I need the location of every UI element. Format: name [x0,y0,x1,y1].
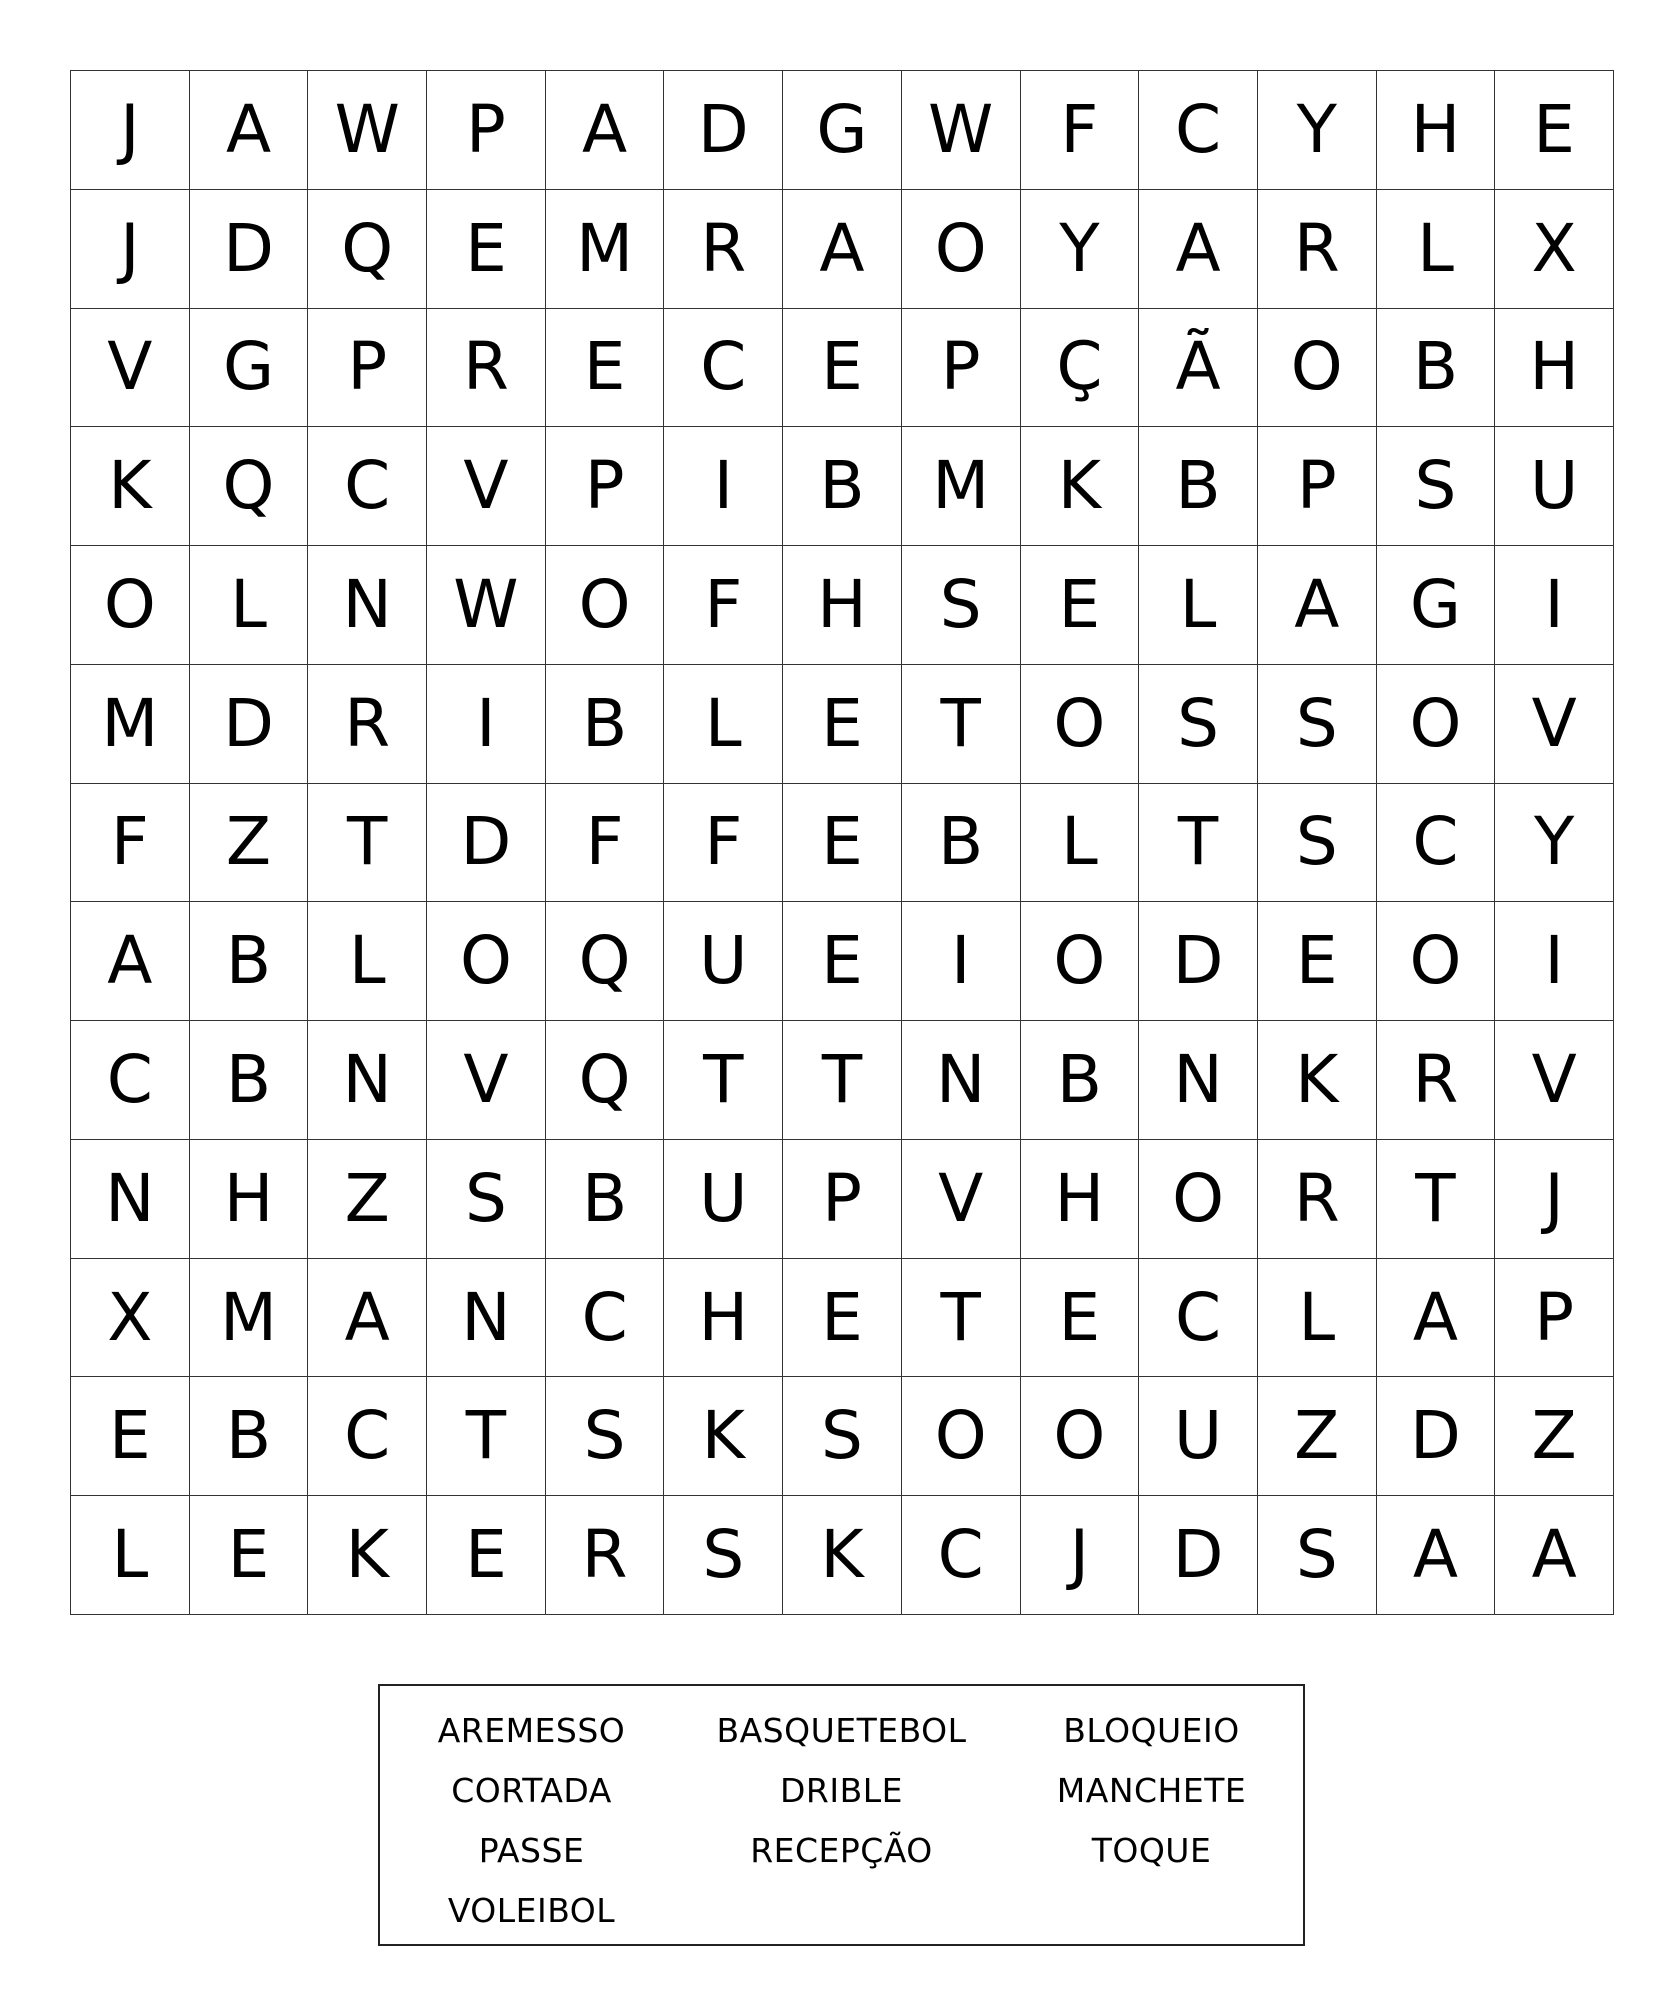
grid-cell[interactable]: C [546,1259,665,1378]
grid-cell[interactable]: F [664,784,783,903]
grid-cell[interactable]: C [902,1496,1021,1615]
grid-cell[interactable]: O [427,902,546,1021]
grid-cell[interactable]: H [1021,1140,1140,1259]
grid-cell[interactable]: J [1021,1496,1140,1615]
grid-cell[interactable]: Z [1495,1377,1614,1496]
grid-cell[interactable]: B [546,1140,665,1259]
grid-cell[interactable]: C [664,309,783,428]
grid-cell[interactable]: Q [190,427,309,546]
grid-cell[interactable]: S [546,1377,665,1496]
grid-cell[interactable]: J [71,190,190,309]
grid-cell[interactable]: U [664,902,783,1021]
grid-cell[interactable]: S [783,1377,902,1496]
word-list-item: TOQUE [1091,1830,1212,1870]
grid-cell[interactable]: L [71,1496,190,1615]
grid-cell[interactable]: R [1258,190,1377,309]
grid-cell[interactable]: I [1495,902,1614,1021]
grid-cell[interactable]: L [1377,190,1496,309]
grid-cell[interactable]: E [427,1496,546,1615]
grid-cell[interactable]: O [1139,1140,1258,1259]
grid-cell[interactable]: M [190,1259,309,1378]
grid-cell[interactable]: R [308,665,427,784]
grid-cell[interactable]: E [783,784,902,903]
grid-cell[interactable]: V [1495,665,1614,784]
grid-cell[interactable]: H [664,1259,783,1378]
grid-cell[interactable]: T [902,665,1021,784]
grid-cell[interactable]: Z [1258,1377,1377,1496]
letter-grid [70,70,1614,1615]
grid-cell[interactable]: O [1258,309,1377,428]
grid-cell[interactable]: E [1021,546,1140,665]
grid-cell[interactable]: P [1495,1259,1614,1378]
grid-cell[interactable]: K [1258,1021,1377,1140]
grid-cell[interactable]: I [427,665,546,784]
grid-cell[interactable]: R [546,1496,665,1615]
grid-cell[interactable]: W [427,546,546,665]
grid-cell[interactable]: D [190,665,309,784]
grid-cell[interactable]: N [902,1021,1021,1140]
grid-cell[interactable]: R [1377,1021,1496,1140]
grid-cell[interactable]: K [308,1496,427,1615]
grid-cell[interactable]: F [664,546,783,665]
grid-cell[interactable]: O [1021,1377,1140,1496]
grid-cell[interactable]: U [664,1140,783,1259]
grid-cell[interactable]: J [1495,1140,1614,1259]
grid-cell[interactable]: V [1495,1021,1614,1140]
grid-cell[interactable]: L [664,665,783,784]
grid-cell[interactable]: Z [308,1140,427,1259]
grid-cell[interactable]: O [1021,665,1140,784]
grid-cell[interactable]: T [783,1021,902,1140]
grid-cell[interactable]: E [783,309,902,428]
grid-cell[interactable]: T [1139,784,1258,903]
grid-cell[interactable]: E [783,1259,902,1378]
grid-cell[interactable]: V [71,309,190,428]
grid-cell[interactable]: E [1258,902,1377,1021]
grid-cell[interactable]: D [1139,1496,1258,1615]
grid-cell[interactable]: Q [308,190,427,309]
grid-cell[interactable]: S [1258,784,1377,903]
grid-cell[interactable]: A [783,190,902,309]
word-list-item: BLOQUEIO [1063,1710,1240,1750]
grid-cell[interactable]: I [902,902,1021,1021]
grid-cell[interactable]: B [902,784,1021,903]
grid-cell[interactable]: G [190,309,309,428]
grid-cell[interactable]: P [308,309,427,428]
grid-cell[interactable]: T [308,784,427,903]
grid-cell[interactable]: D [664,71,783,190]
grid-cell[interactable]: N [308,1021,427,1140]
word-list-item: AREMESSO [437,1710,626,1750]
grid-cell[interactable]: K [71,427,190,546]
grid-cell[interactable]: H [1495,309,1614,428]
word-list-item: CORTADA [451,1770,612,1810]
grid-cell[interactable]: J [71,71,190,190]
grid-cell[interactable]: S [1258,1496,1377,1615]
grid-cell[interactable]: U [1139,1377,1258,1496]
grid-cell[interactable]: G [783,71,902,190]
grid-cell[interactable]: Y [1495,784,1614,903]
grid-cell[interactable]: K [664,1377,783,1496]
grid-cell[interactable]: Z [190,784,309,903]
grid-cell[interactable]: B [1377,309,1496,428]
grid-cell[interactable]: S [664,1496,783,1615]
grid-cell[interactable]: E [783,902,902,1021]
grid-cell[interactable]: P [783,1140,902,1259]
grid-cell[interactable]: N [308,546,427,665]
grid-cell[interactable]: D [1377,1377,1496,1496]
grid-cell[interactable]: Y [1021,190,1140,309]
grid-cell[interactable]: E [783,665,902,784]
grid-cell[interactable]: H [190,1140,309,1259]
grid-cell[interactable]: S [902,546,1021,665]
grid-cell[interactable]: D [1139,902,1258,1021]
grid-cell[interactable]: L [190,546,309,665]
grid-cell[interactable]: C [71,1021,190,1140]
grid-cell[interactable]: E [427,190,546,309]
grid-cell[interactable]: S [1139,665,1258,784]
grid-cell[interactable]: C [308,1377,427,1496]
grid-cell[interactable]: P [427,71,546,190]
grid-cell[interactable]: F [71,784,190,903]
grid-cell[interactable]: L [1021,784,1140,903]
grid-cell[interactable]: N [71,1140,190,1259]
grid-cell[interactable]: Y [1258,71,1377,190]
word-list-item: VOLEIBOL [447,1890,616,1930]
grid-cell[interactable]: E [1021,1259,1140,1378]
grid-cell[interactable]: S [427,1140,546,1259]
grid-cell[interactable]: B [1139,427,1258,546]
grid-cell[interactable]: A [1377,1496,1496,1615]
word-list-item: PASSE [478,1830,585,1870]
grid-cell[interactable]: F [546,784,665,903]
grid-cell[interactable]: L [308,902,427,1021]
grid-cell[interactable]: R [427,309,546,428]
grid-cell[interactable]: O [1377,902,1496,1021]
grid-cell[interactable]: V [902,1140,1021,1259]
grid-cell[interactable]: O [902,190,1021,309]
grid-cell[interactable]: Q [546,902,665,1021]
grid-cell[interactable]: I [1495,546,1614,665]
grid-cell[interactable]: B [190,902,309,1021]
grid-cell[interactable]: C [1139,1259,1258,1378]
grid-cell[interactable]: M [546,190,665,309]
grid-cell[interactable]: V [427,1021,546,1140]
word-list [380,1700,1303,1940]
grid-cell[interactable]: T [902,1259,1021,1378]
grid-cell[interactable]: Q [546,1021,665,1140]
grid-cell[interactable]: F [1021,71,1140,190]
grid-cell[interactable]: L [1139,546,1258,665]
grid-cell[interactable]: B [783,427,902,546]
word-list-item: BASQUETEBOL [716,1710,967,1750]
grid-cell[interactable]: L [1258,1259,1377,1378]
grid-cell[interactable]: R [664,190,783,309]
grid-cell[interactable]: N [427,1259,546,1378]
grid-cell[interactable]: X [1495,190,1614,309]
grid-cell[interactable]: C [1139,71,1258,190]
grid-cell[interactable]: A [190,71,309,190]
grid-cell[interactable]: P [902,309,1021,428]
grid-cell[interactable]: H [1377,71,1496,190]
grid-cell[interactable]: I [664,427,783,546]
grid-cell[interactable]: K [783,1496,902,1615]
grid-cell[interactable]: O [902,1377,1021,1496]
word-list-item: RECEPÇÃO [750,1830,933,1870]
grid-cell[interactable]: D [427,784,546,903]
grid-cell[interactable]: C [1377,784,1496,903]
grid-cell[interactable]: K [1021,427,1140,546]
grid-cell[interactable]: N [1139,1021,1258,1140]
grid-cell[interactable]: W [902,71,1021,190]
grid-cell[interactable]: A [546,71,665,190]
grid-cell[interactable]: R [1258,1140,1377,1259]
grid-cell[interactable]: T [1377,1140,1496,1259]
grid-cell[interactable]: A [1377,1259,1496,1378]
word-list-box [378,1684,1305,1946]
grid-cell[interactable]: A [1258,546,1377,665]
grid-cell[interactable]: A [1139,190,1258,309]
grid-cell[interactable]: U [1495,427,1614,546]
grid-cell[interactable]: E [1495,71,1614,190]
grid-cell[interactable]: Ç [1021,309,1140,428]
grid-cell[interactable]: M [71,665,190,784]
grid-cell[interactable]: M [902,427,1021,546]
grid-cell[interactable]: E [71,1377,190,1496]
grid-cell[interactable]: O [71,546,190,665]
grid-cell[interactable]: P [1258,427,1377,546]
grid-cell[interactable]: S [1377,427,1496,546]
grid-cell[interactable]: B [1021,1021,1140,1140]
grid-cell[interactable]: B [546,665,665,784]
grid-cell[interactable]: Ã [1139,309,1258,428]
grid-cell[interactable]: W [308,71,427,190]
grid-cell[interactable]: H [783,546,902,665]
grid-cell[interactable]: V [427,427,546,546]
grid-cell[interactable]: E [546,309,665,428]
grid-cell[interactable]: P [546,427,665,546]
grid-cell[interactable]: C [308,427,427,546]
grid-cell[interactable]: B [190,1021,309,1140]
grid-cell[interactable]: A [1495,1496,1614,1615]
grid-cell[interactable]: A [308,1259,427,1378]
grid-cell[interactable]: G [1377,546,1496,665]
word-list-item: DRIBLE [780,1770,903,1810]
grid-cell[interactable]: B [190,1377,309,1496]
grid-cell[interactable]: O [1021,902,1140,1021]
grid-cell[interactable]: A [71,902,190,1021]
grid-cell[interactable]: D [190,190,309,309]
word-list-item: MANCHETE [1056,1770,1247,1810]
grid-cell[interactable]: O [1377,665,1496,784]
grid-cell[interactable]: O [546,546,665,665]
grid-cell[interactable]: T [664,1021,783,1140]
grid-cell[interactable]: T [427,1377,546,1496]
grid-cell[interactable]: E [190,1496,309,1615]
grid-cell[interactable]: S [1258,665,1377,784]
grid-cell[interactable]: X [71,1259,190,1378]
